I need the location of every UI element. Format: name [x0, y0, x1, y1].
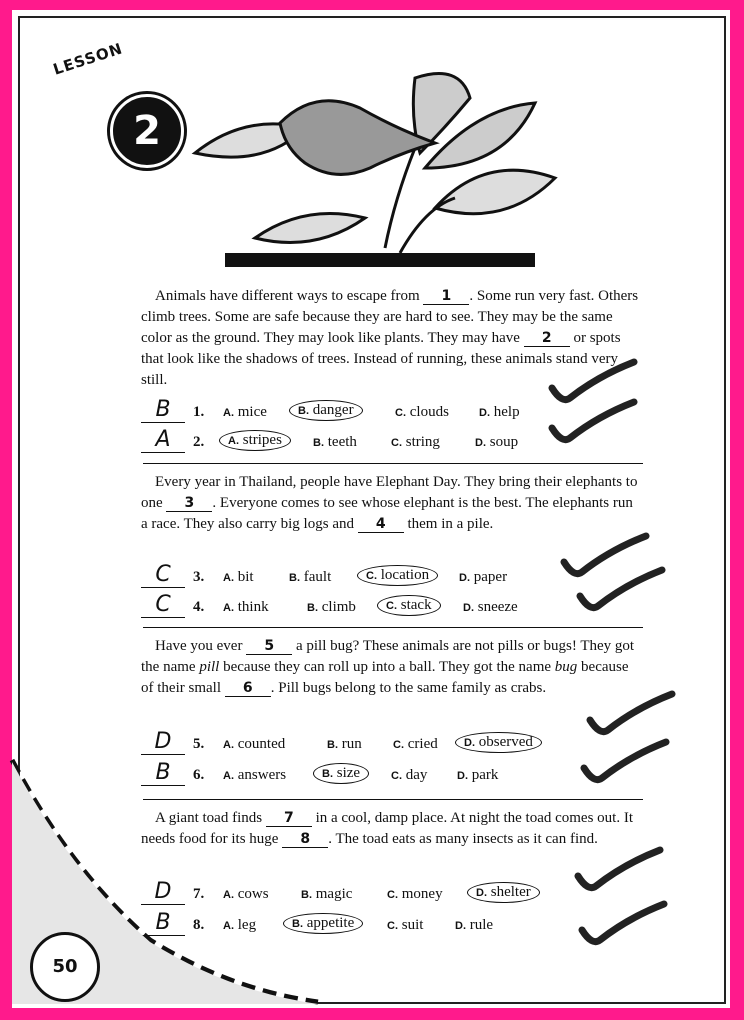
option-letter: D. [479, 407, 490, 419]
option-text: magic [315, 886, 353, 902]
option-text: bit [237, 569, 254, 585]
option-letter: C. [387, 889, 398, 901]
passage-2 [141, 472, 641, 535]
option-text: stripes [242, 432, 282, 448]
option-d[interactable] [479, 404, 520, 421]
option-text: think [237, 599, 269, 615]
option-letter: B. [289, 572, 300, 584]
blank-5: 5 [246, 639, 292, 655]
handwritten-answer: D [141, 730, 185, 755]
option-d-circled[interactable] [467, 882, 540, 903]
option-text: park [471, 767, 499, 783]
lesson-header [50, 38, 172, 154]
passage-text: . The toad eats as many insects as it can find. [328, 831, 598, 847]
blank-3: 3 [166, 496, 212, 512]
option-letter: B. [307, 602, 318, 614]
option-text: appetite [306, 915, 355, 931]
option-letter: A. [223, 889, 234, 901]
option-letter: C. [386, 600, 397, 612]
option-letter: D. [464, 737, 475, 749]
option-d[interactable] [459, 569, 507, 586]
question-3 [141, 562, 561, 591]
question-2 [141, 427, 561, 456]
handwritten-answer: B [141, 761, 185, 786]
option-letter: A. [223, 572, 234, 584]
passage-text: because of their small [141, 659, 629, 696]
option-text: shelter [490, 884, 531, 900]
option-letter: D. [455, 920, 466, 932]
question-4 [141, 592, 561, 621]
question-number: 1. [193, 404, 205, 420]
option-text: cried [407, 736, 438, 752]
option-c[interactable] [387, 917, 423, 934]
option-letter: C. [387, 920, 398, 932]
passage-text: Have you ever [155, 638, 247, 654]
option-d[interactable] [455, 917, 493, 934]
page-number: 50 [30, 932, 100, 1002]
option-text: run [341, 736, 362, 752]
option-b[interactable] [289, 569, 331, 586]
option-d[interactable] [463, 599, 518, 616]
section-divider [143, 627, 643, 628]
option-letter: A. [228, 435, 239, 447]
option-letter: B. [322, 768, 333, 780]
option-c[interactable] [391, 434, 440, 451]
question-number: 6. [193, 767, 205, 783]
option-d[interactable] [475, 434, 518, 451]
blank-4: 4 [358, 517, 404, 533]
blank-8: 8 [282, 832, 328, 848]
question-number: 4. [193, 599, 205, 615]
handwritten-answer: C [141, 593, 185, 618]
passage-text: because they can roll up into a ball. They got the name [219, 659, 555, 675]
handwritten-answer: B [141, 911, 185, 936]
checkmark-icon [576, 566, 666, 616]
option-letter: C. [395, 407, 406, 419]
option-a[interactable] [223, 404, 267, 421]
option-text: climb [321, 599, 356, 615]
checkmark-icon [586, 690, 676, 740]
passage-italic-word: bug [554, 659, 578, 675]
passage-text: Animals have different ways to escape from [155, 288, 424, 304]
passage-italic-word: pill [199, 659, 220, 675]
option-letter: A. [223, 407, 234, 419]
option-c-circled[interactable] [377, 595, 441, 616]
option-text: stack [400, 597, 432, 613]
option-b-circled[interactable] [289, 400, 363, 421]
option-text: fault [303, 569, 332, 585]
option-letter: A. [223, 602, 234, 614]
option-text: string [405, 434, 440, 450]
option-text: location [380, 567, 430, 583]
lesson-word: LESSON [50, 39, 126, 79]
handwritten-answer: B [141, 398, 185, 423]
passage-text: in a cool, damp place. At night the toad comes out. It needs food for its huge [141, 810, 634, 847]
blank-6: 6 [225, 681, 271, 697]
section-divider [143, 463, 643, 464]
option-a[interactable] [223, 599, 269, 616]
option-text: counted [237, 736, 286, 752]
option-text: day [405, 767, 428, 783]
question-number: 2. [193, 434, 205, 450]
option-letter: A. [223, 920, 234, 932]
handwritten-answer: C [141, 563, 185, 588]
option-letter: D. [459, 572, 470, 584]
option-letter: B. [298, 405, 309, 417]
option-text: leg [237, 917, 257, 933]
blank-7: 7 [266, 811, 312, 827]
option-letter: A. [223, 739, 234, 751]
option-letter: C. [391, 437, 402, 449]
option-text: size [336, 765, 361, 781]
question-number: 7. [193, 886, 205, 902]
option-letter: C. [366, 570, 377, 582]
question-number: 3. [193, 569, 205, 585]
option-letter: D. [457, 770, 468, 782]
option-letter: B. [327, 739, 338, 751]
passage-text: Every year in Thailand, people have Elephant Day. They bring their elephants to one [141, 474, 638, 511]
option-a[interactable] [223, 569, 254, 586]
lizard-on-plant-illustration [185, 58, 575, 273]
option-text: suit [401, 917, 424, 933]
passage-text: . Pill bugs belong to the same family as crabs. [270, 680, 547, 696]
option-letter: D. [476, 887, 487, 899]
option-c[interactable] [391, 767, 427, 784]
option-d-circled[interactable] [455, 732, 542, 753]
passage-text: . Everyone comes to see whose elephant is the best. The elephants run a race. They also carry big logs and [141, 495, 633, 532]
option-b[interactable] [327, 736, 362, 753]
question-number: 8. [193, 917, 205, 933]
passage-3 [141, 636, 641, 699]
option-text: soup [489, 434, 519, 450]
option-letter: D. [463, 602, 474, 614]
option-letter: A. [223, 770, 234, 782]
option-c[interactable] [395, 404, 449, 421]
blank-2: 2 [524, 331, 570, 347]
passage-text: A giant toad finds [155, 810, 266, 826]
option-text: paper [473, 569, 508, 585]
option-b[interactable] [307, 599, 356, 616]
handwritten-answer: D [141, 880, 185, 905]
option-b[interactable] [313, 434, 357, 451]
option-c[interactable] [387, 886, 443, 903]
option-text: money [401, 886, 443, 902]
option-text: answers [237, 767, 287, 783]
question-1 [141, 397, 561, 426]
checkmark-icon [580, 738, 670, 788]
option-letter: C. [393, 739, 404, 751]
passage-text: them in a pile. [403, 516, 494, 532]
passage-text: a pill bug? These animals are not pills or bugs! They got the name [141, 638, 635, 675]
option-text: cows [237, 886, 269, 902]
option-text: sneeze [477, 599, 518, 615]
option-text: observed [478, 734, 533, 750]
option-text: mice [237, 404, 267, 420]
question-number: 5. [193, 736, 205, 752]
option-text: clouds [409, 404, 449, 420]
option-a-circled[interactable] [219, 430, 291, 451]
option-letter: B. [301, 889, 312, 901]
passage-text: . Some run very fast. Others climb trees. Some are safe because they are hard to see. They may be the same color as the ground. They may look like plants. They may have [141, 288, 639, 346]
checkmark-icon [548, 398, 638, 448]
option-text: teeth [327, 434, 357, 450]
option-text: rule [469, 917, 494, 933]
option-text: danger [312, 402, 354, 418]
passage-text: or spots that look like the shadows of trees. Instead of running, these animals stand very still. [141, 330, 621, 388]
option-d[interactable] [457, 767, 498, 784]
checkmark-icon [574, 846, 664, 896]
option-c[interactable] [393, 736, 438, 753]
option-letter: B. [292, 918, 303, 930]
option-text: help [493, 404, 520, 420]
checkmark-icon [578, 900, 668, 950]
option-letter: D. [475, 437, 486, 449]
option-letter: C. [391, 770, 402, 782]
lesson-number-badge: 2 [110, 94, 184, 168]
blank-1: 1 [423, 289, 469, 305]
handwritten-answer: A [141, 428, 185, 453]
option-c-circled[interactable] [357, 565, 438, 586]
option-letter: B. [313, 437, 324, 449]
